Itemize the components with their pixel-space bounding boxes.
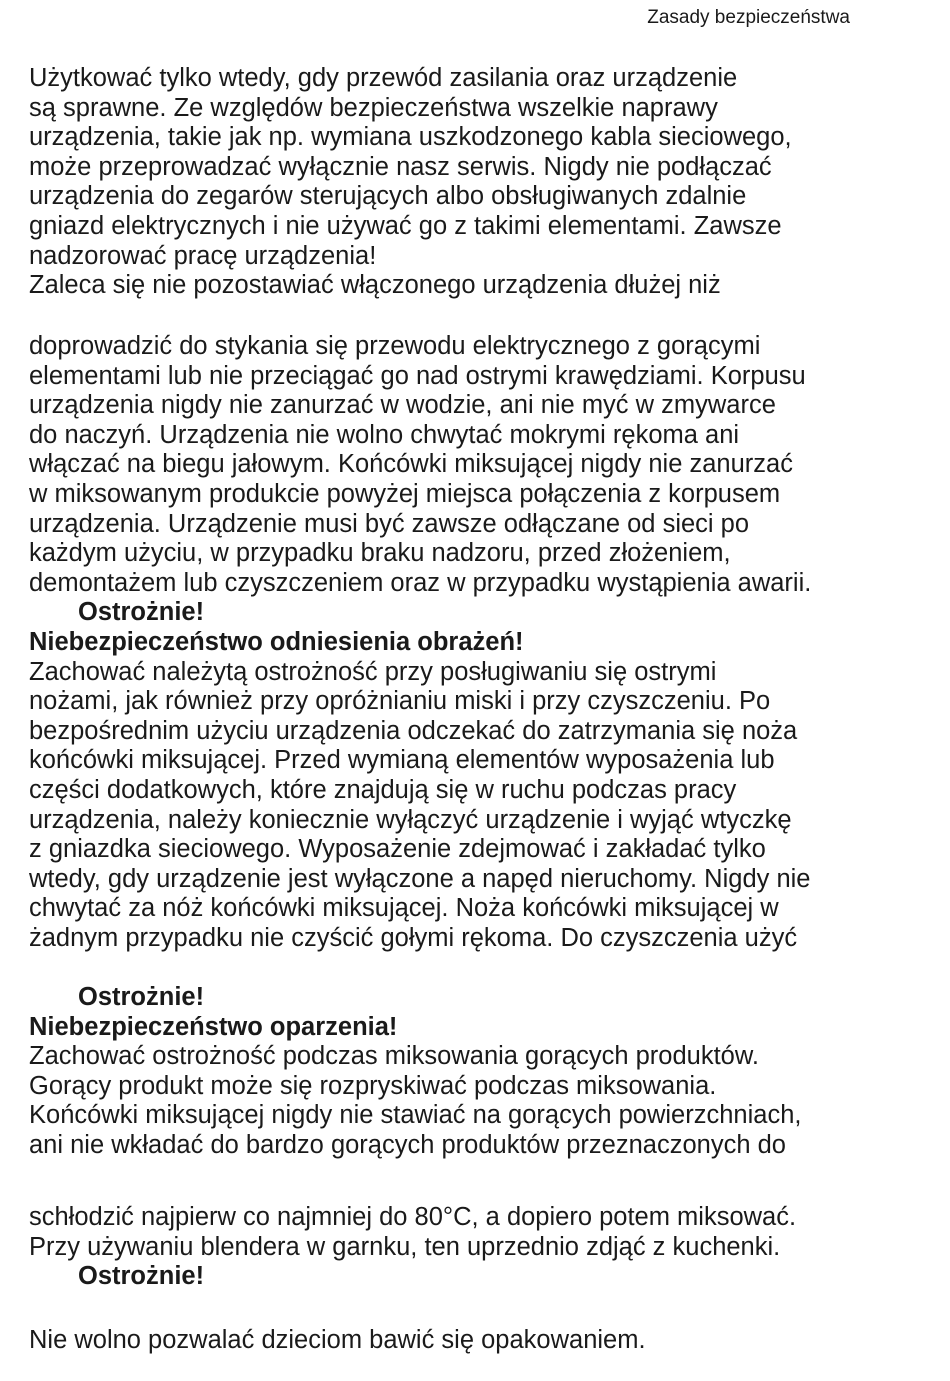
text-line: Przy używaniu blendera w garnku, ten uprzednio zdjąć z kuchenki. — [29, 1232, 781, 1261]
text-line: bezpośrednim użyciu urządzenia odczekać do zatrzymania się noża — [29, 716, 798, 745]
text-line: nadzorować pracę urządzenia! — [29, 241, 377, 270]
text-line: części dodatkowych, które znajdują się w ruchu podczas pracy — [29, 775, 737, 804]
text-line: Zaleca się nie pozostawiać włączonego urządzenia dłużej niż — [29, 271, 721, 300]
text-line: każdym użyciu, w przypadku braku nadzoru, przed złożeniem, — [29, 539, 731, 568]
caution-label: Ostrożnie! — [78, 983, 205, 1012]
text-line: wtedy, gdy urządzenie jest wyłączone a napęd nieruchomy. Nigdy nie — [29, 864, 811, 893]
text-line: doprowadzić do stykania się przewodu elektrycznego z gorącymi — [29, 332, 761, 360]
text-line: włączać na biegu jałowym. Końcówki miksującej nigdy nie zanurzać — [29, 450, 793, 479]
text-line: elementami lub nie przeciągać go nad ostrymi krawędziami. Korpusu — [29, 361, 806, 390]
packaging-warning-paragraph — [29, 1326, 939, 1356]
text-line: Nie wolno pozwalać dzieciom bawić się opakowaniem. — [29, 1326, 646, 1354]
text-line: Gorący produkt może się rozpryskiwać podczas miksowania. — [29, 1071, 717, 1100]
text-line: urządzenia, należy koniecznie wyłączyć urządzenie i wyjąć wtyczkę — [29, 805, 792, 834]
burn-warning-heading: Niebezpieczeństwo oparzenia! — [29, 1012, 398, 1041]
text-line: z gniazdka sieciowego. Wyposażenie zdejmować i zakładać tylko — [29, 835, 766, 864]
text-line: Użytkować tylko wtedy, gdy przewód zasilania oraz urządzenie — [29, 64, 738, 92]
text-line: urządzenia nigdy nie zanurzać w wodzie, ani nie myć w zmywarce — [29, 391, 776, 420]
text-line: schłodzić najpierw co najmniej do 80°C, a dopiero potem miksować. — [29, 1203, 797, 1231]
injury-warning-heading: Niebezpieczeństwo odniesienia obrażeń! — [29, 627, 524, 656]
text-line: demontażem lub czyszczeniem oraz w przypadku wystąpienia awarii. — [29, 568, 812, 597]
text-line: urządzenia do zegarów sterujących albo obsługiwanych zdalnie — [29, 182, 747, 211]
caution-label: Ostrożnie! — [78, 1262, 205, 1291]
text-line: ani nie wkładać do bardzo gorących produktów przeznaczonych do — [29, 1131, 786, 1160]
text-line: Końcówki miksującej nigdy nie stawiać na gorących powierzchniach, — [29, 1101, 802, 1130]
text-line: może przeprowadzać wyłącznie nasz serwis. Nigdy nie podłączać — [29, 152, 772, 181]
running-header: Zasady bezpieczeństwa — [647, 7, 850, 28]
text-line: Zachować ostrożność podczas miksowania gorących produktów. — [29, 1042, 759, 1071]
caution-label: Ostrożnie! — [78, 598, 205, 627]
cooling-instructions-paragraph — [29, 1203, 939, 1292]
text-line: gniazd elektrycznych i nie używać go z takimi elementami. Zawsze — [29, 211, 782, 240]
text-line: do naczyń. Urządzenia nie wolno chwytać mokrymi rękoma ani — [29, 420, 740, 449]
text-line: końcówki miksującej. Przed wymianą elementów wyposażenia lub — [29, 746, 775, 775]
text-line: w miksowanym produkcie powyżej miejsca połączenia z korpusem — [29, 479, 781, 508]
text-line: urządzenia, takie jak np. wymiana uszkodzonego kabla sieciowego, — [29, 123, 792, 152]
text-line: są sprawne. Ze względów bezpieczeństwa wszelkie naprawy — [29, 93, 718, 122]
paragraph-gap — [29, 953, 939, 983]
text-line: żadnym przypadku nie czyścić gołymi rękoma. Do czyszczenia użyć — [29, 923, 798, 952]
text-line: nożami, jak również przy opróżnianiu miski i przy czyszczeniu. Po — [29, 687, 771, 716]
handling-and-injury-section — [29, 332, 939, 1161]
usage-safety-paragraph — [29, 64, 939, 301]
text-line: Zachować należytą ostrożność przy posługiwaniu się ostrymi — [29, 657, 717, 686]
text-line: chwytać za nóż końcówki miksującej. Noża końcówki miksującej w — [29, 894, 779, 923]
text-line: urządzenia. Urządzenie musi być zawsze odłączane od sieci po — [29, 509, 750, 538]
